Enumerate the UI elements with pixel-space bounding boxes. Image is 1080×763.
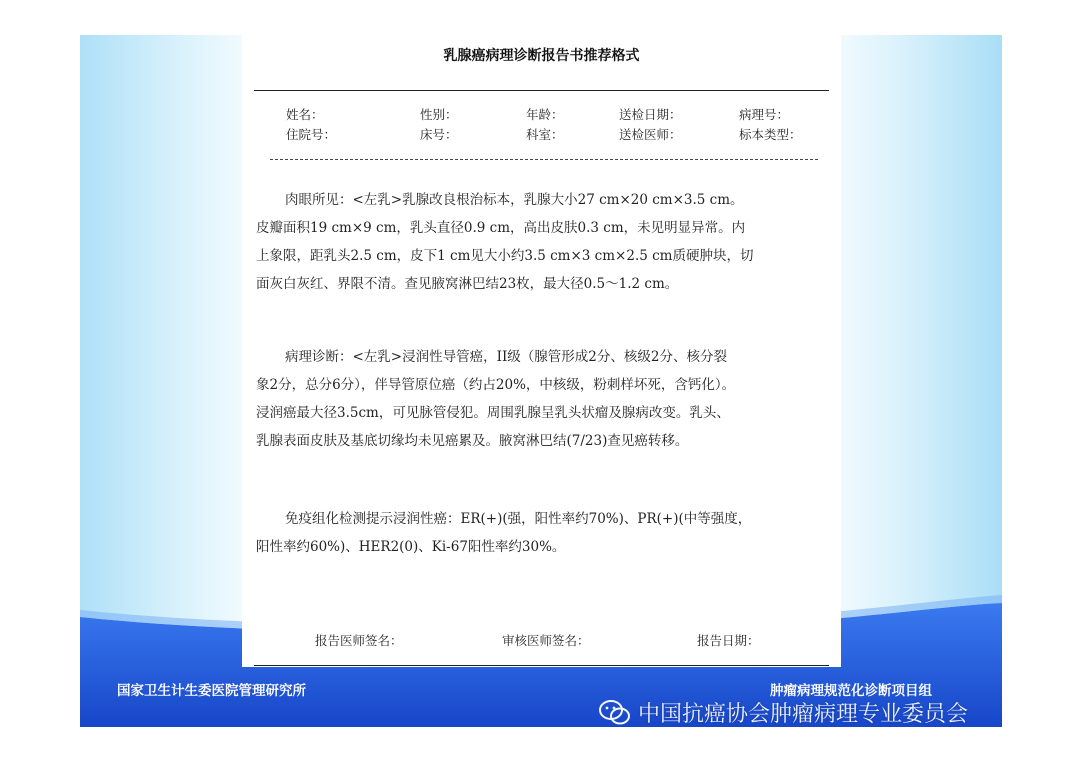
ihc-line: 免疫组化检测提示浸润性癌：ER(+)(强，阳性率约70%)、PR(+)(中等强度， <box>285 511 752 527</box>
field-pathology-no: 病理号： <box>739 107 790 122</box>
report-document <box>242 35 841 667</box>
ihc-line: 阳性率约60%)、HER2(0)、Ki-67阳性率约30%。 <box>256 539 566 555</box>
field-name: 姓名： <box>286 107 324 122</box>
field-specimen-type: 标本类型： <box>739 127 802 142</box>
field-department: 科室： <box>526 127 564 142</box>
watermark-text: 中国抗癌协会肿瘤病理专业委员会 <box>638 702 969 727</box>
field-sex: 性别： <box>420 107 458 122</box>
reviewer-signature-label: 审核医师签名： <box>502 633 590 648</box>
diagnosis-line: 象2分，总分6分），伴导管原位癌（约占20%，中核级，粉刺样坏死，含钙化）。 <box>256 377 736 393</box>
bottom-divider <box>254 665 829 666</box>
wechat-watermark <box>598 697 968 728</box>
reporter-signature-label: 报告医师签名： <box>315 633 403 648</box>
field-bed-no: 床号： <box>420 127 458 142</box>
diagnosis-line: 浸润癌最大径3.5cm，可见脉管侵犯。周围乳腺呈乳头状瘤及腺病改变。乳头、 <box>256 405 730 421</box>
diagnosis-line: 乳腺表面皮肤及基底切缘均未见癌累及。腋窝淋巴结(7/23)查见癌转移。 <box>256 433 689 449</box>
diagnosis-line: 病理诊断：<左乳>浸润性导管癌，II级（腺管形成2分、核级2分、核分裂 <box>285 349 727 365</box>
gross-line: 皮瓣面积19 cm×9 cm，乳头直径0.9 cm，高出皮肤0.3 cm，未见明显异常。内 <box>256 220 746 236</box>
footer-institute: 国家卫生计生委医院管理研究所 <box>117 683 306 699</box>
report-title: 乳腺癌病理诊断报告书推荐格式 <box>443 48 640 64</box>
field-submit-date: 送检日期： <box>619 107 682 122</box>
wechat-icon <box>598 699 632 727</box>
report-date-label: 报告日期： <box>697 633 760 648</box>
slide-background <box>80 35 1002 727</box>
ihc-paragraph <box>256 505 827 561</box>
field-inpatient-no: 住院号： <box>286 127 337 142</box>
gross-line: 肉眼所见：<左乳>乳腺改良根治标本，乳腺大小27 cm×20 cm×3.5 cm。 <box>285 192 744 208</box>
header-dashed-divider <box>270 159 818 160</box>
top-divider <box>254 90 829 91</box>
gross-line: 面灰白灰红、界限不清。查见腋窝淋巴结23枚，最大径0.5～1.2 cm。 <box>256 276 679 292</box>
footer-project-group: 肿瘤病理规范化诊断项目组 <box>770 683 932 699</box>
field-age: 年龄： <box>526 107 564 122</box>
field-submitting-doctor: 送检医师： <box>619 127 682 142</box>
gross-findings-paragraph <box>256 186 827 298</box>
gross-line: 上象限，距乳头2.5 cm，皮下1 cm见大小约3.5 cm×3 cm×2.5 cm质硬肿块，切 <box>256 248 754 264</box>
diagnosis-paragraph <box>256 343 827 455</box>
